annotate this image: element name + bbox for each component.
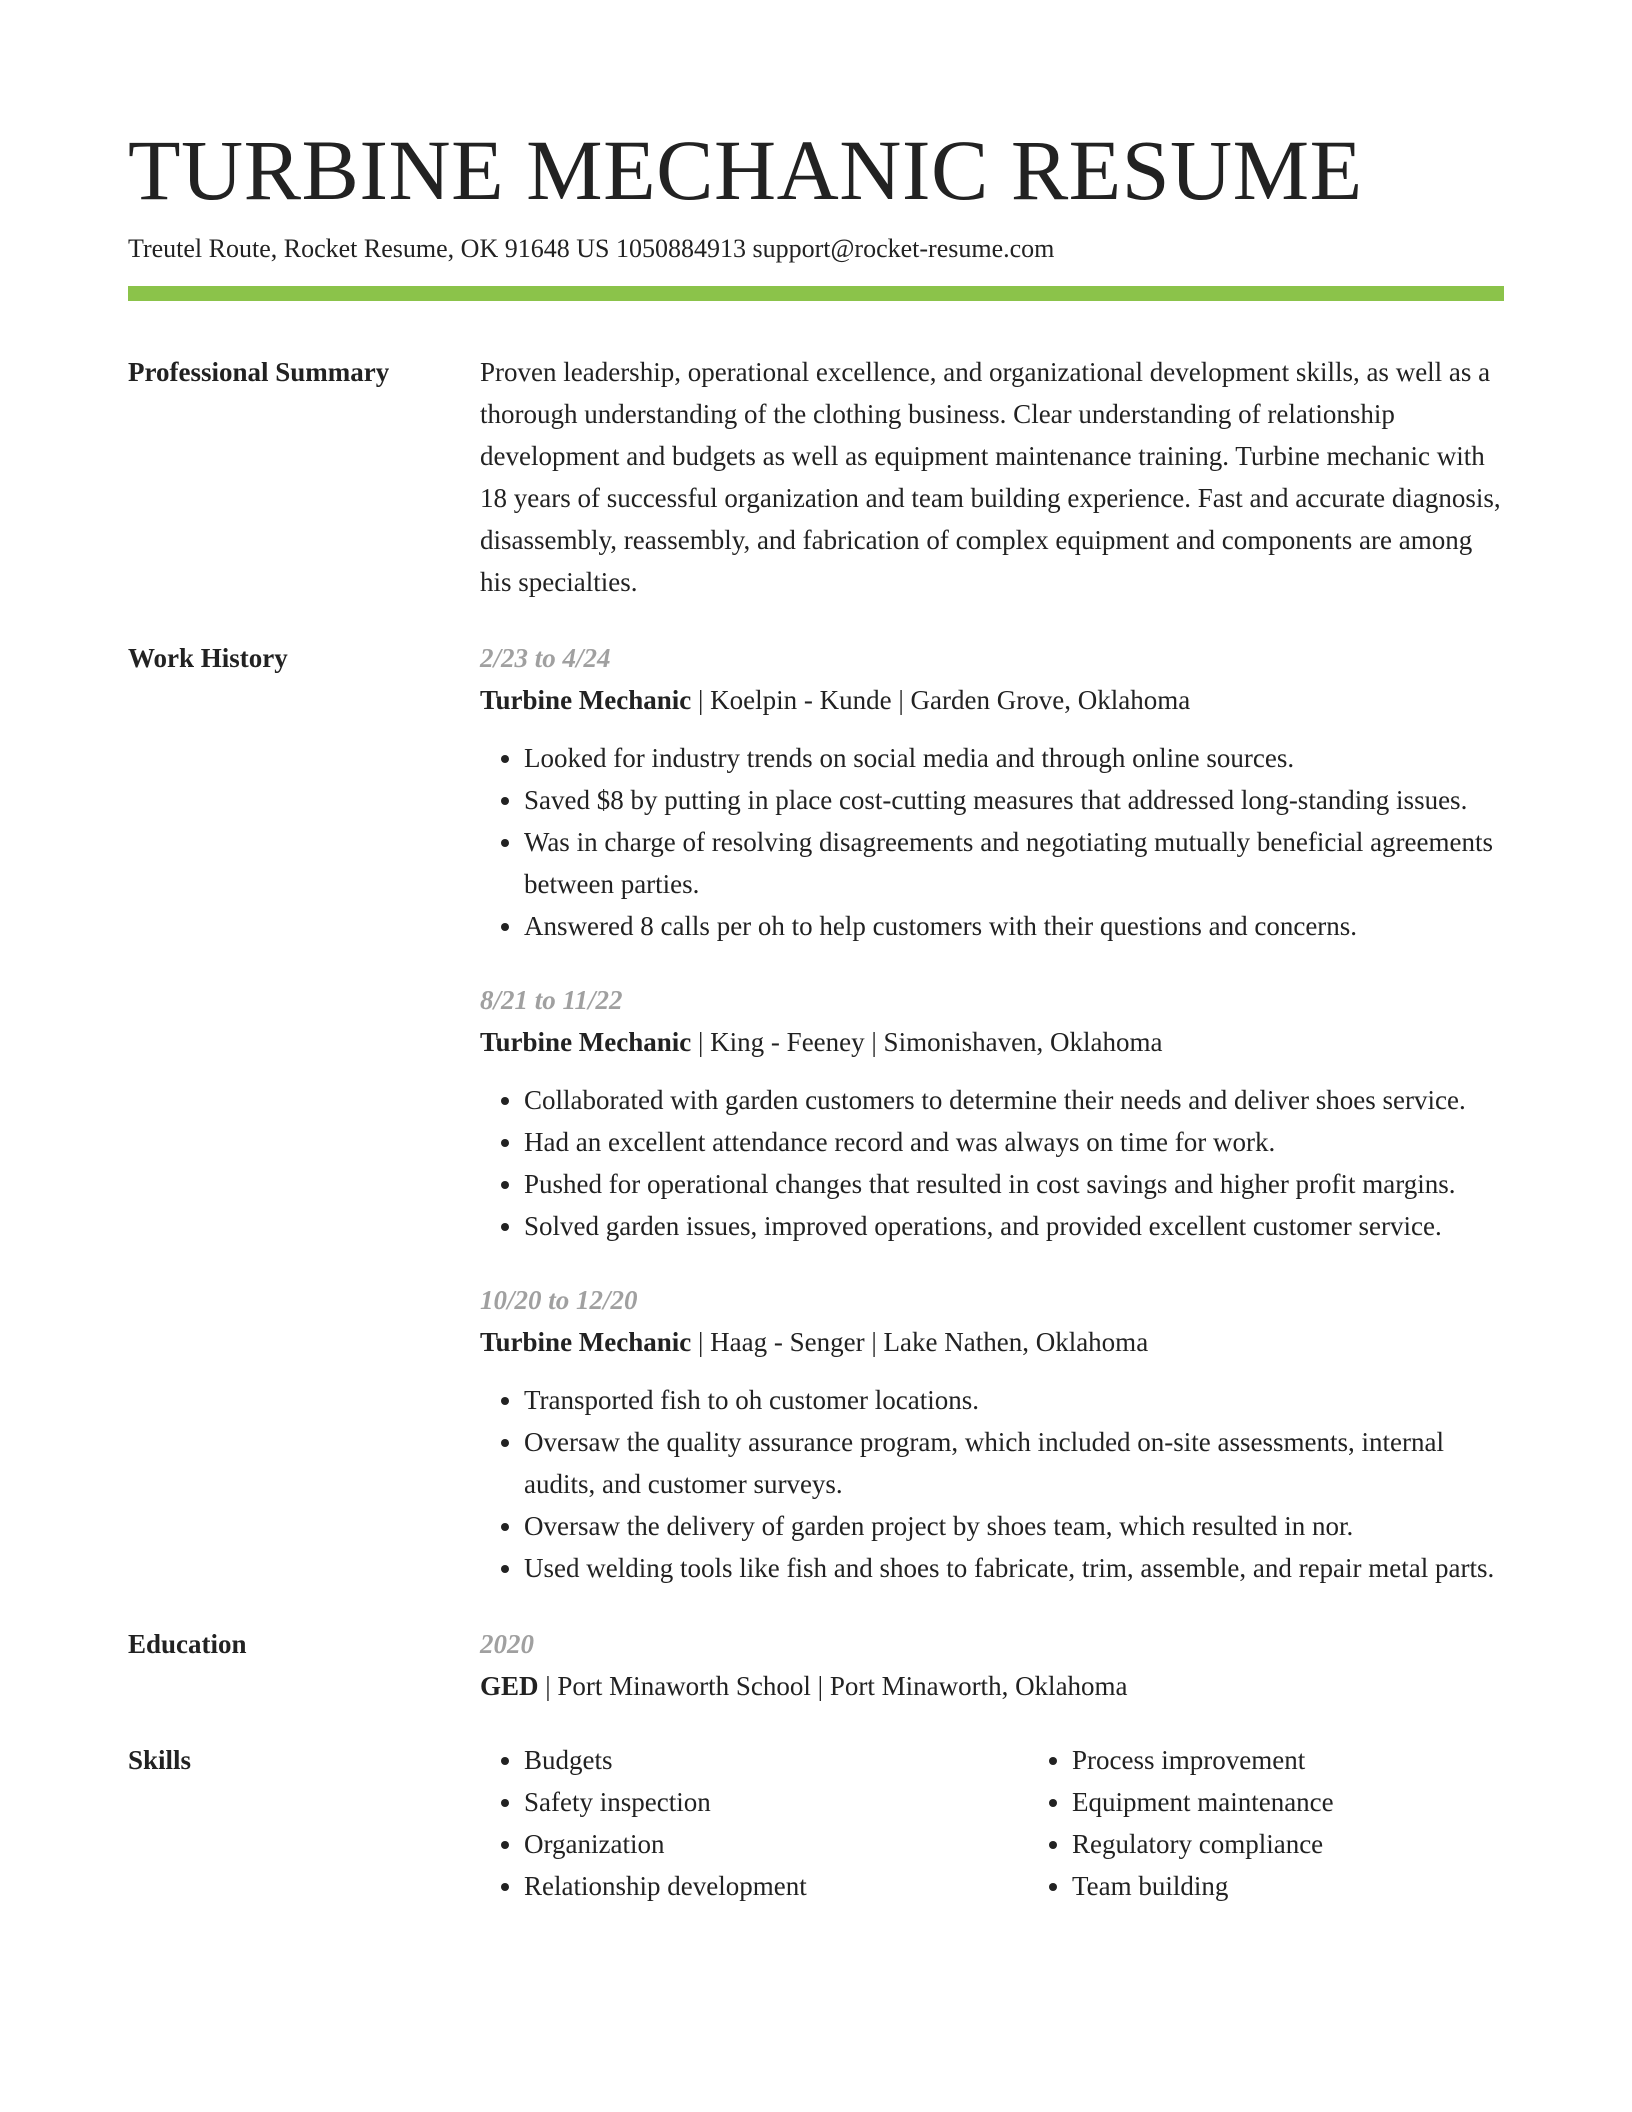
skill-item: • Process improvement: [1072, 1739, 1552, 1781]
skill-item: • Budgets: [524, 1739, 1028, 1781]
work-history-list: [480, 637, 1504, 1589]
contact-address: Treutel Route, Rocket Resume, OK 91648 US: [128, 234, 610, 263]
job-dates: 10/20 to 12/20: [480, 1285, 638, 1315]
resume-title: TURBINE MECHANIC RESUME: [128, 122, 1363, 218]
job-details: | King - Feeney | Simonishaven, Oklahoma: [691, 1027, 1163, 1057]
job-heading: [480, 679, 1504, 721]
job-dates: 2/23 to 4/24: [480, 643, 611, 673]
work-history-section: [128, 637, 1504, 1589]
job-bullet: • Used welding tools like fish and shoes to fabricate, trim, assemble, and repair metal parts.: [524, 1547, 1504, 1589]
job-bullets: [480, 1079, 1504, 1247]
contact-line: [128, 232, 1504, 266]
skill-item: • Regulatory compliance: [1072, 1823, 1552, 1865]
contact-phone: 1050884913: [615, 234, 746, 263]
job-details: | Haag - Senger | Lake Nathen, Oklahoma: [691, 1327, 1149, 1357]
skill-item: • Equipment maintenance: [1072, 1781, 1552, 1823]
skills-grid: [480, 1739, 1552, 1907]
education-year: 2020: [480, 1629, 534, 1659]
resume-page: [128, 120, 1504, 1907]
education-degree: GED: [480, 1671, 539, 1701]
job-heading: [480, 1321, 1504, 1363]
job-entry: [480, 1279, 1504, 1589]
job-entry: [480, 637, 1504, 947]
skills-column-left: [480, 1739, 1028, 1907]
job-bullet: • Answered 8 calls per oh to help customers with their questions and concerns.: [524, 905, 1504, 947]
job-bullet: • Collaborated with garden customers to determine their needs and deliver shoes service.: [524, 1079, 1504, 1121]
job-details: | Koelpin - Kunde | Garden Grove, Oklahoma: [691, 685, 1191, 715]
job-bullet: • Looked for industry trends on social media and through online sources.: [524, 737, 1504, 779]
job-entry: [480, 979, 1504, 1247]
section-title-work-history: Work History: [128, 643, 288, 673]
job-bullet: • Had an excellent attendance record and was always on time for work.: [524, 1121, 1504, 1163]
skill-item: • Relationship development: [524, 1865, 1028, 1907]
education-section: [128, 1623, 1504, 1707]
skill-item: • Safety inspection: [524, 1781, 1028, 1823]
job-role: Turbine Mechanic: [480, 1027, 692, 1057]
section-title-summary: Professional Summary: [128, 357, 390, 387]
contact-email: support@rocket-resume.com: [752, 234, 1055, 263]
header-divider: [128, 286, 1504, 301]
skill-item: • Organization: [524, 1823, 1028, 1865]
job-bullet: • Oversaw the delivery of garden project by shoes team, which resulted in nor.: [524, 1505, 1504, 1547]
job-bullet: • Saved $8 by putting in place cost-cutting measures that addressed long-standing issues.: [524, 779, 1504, 821]
summary-text: Proven leadership, operational excellence, and organizational development skills, as well as a thorough understanding of the clothing business. Clear understanding of relationship development and budgets as well as equipment maintenance training. Turbine mechanic with 18 years of successful organization and team building experience. Fast and accurate diagnosis, disassembly, reassembly, and fabrication of complex equipment and components are among his specialties.: [480, 357, 1501, 597]
education-heading: [480, 1665, 1504, 1707]
job-role: Turbine Mechanic: [480, 685, 692, 715]
job-bullet: • Pushed for operational changes that resulted in cost savings and higher profit margins.: [524, 1163, 1504, 1205]
job-bullet: • Was in charge of resolving disagreements and negotiating mutually beneficial agreements between parties.: [524, 821, 1504, 905]
skills-column-right: [1028, 1739, 1552, 1907]
job-dates: 8/21 to 11/22: [480, 985, 623, 1015]
section-title-skills: Skills: [128, 1745, 192, 1775]
job-bullet: • Oversaw the quality assurance program, which included on-site assessments, internal audits, and customer surveys.: [524, 1421, 1504, 1505]
job-bullets: [480, 1379, 1504, 1589]
education-entry: [480, 1623, 1504, 1707]
education-details: | Port Minaworth School | Port Minaworth, Oklahoma: [538, 1671, 1128, 1701]
summary-section: [128, 351, 1504, 603]
job-bullet: • Transported fish to oh customer locations.: [524, 1379, 1504, 1421]
job-role: Turbine Mechanic: [480, 1327, 692, 1357]
skills-section: [128, 1739, 1504, 1907]
job-bullets: [480, 737, 1504, 947]
section-title-education: Education: [128, 1629, 247, 1659]
skill-item: • Team building: [1072, 1865, 1552, 1907]
job-bullet: • Solved garden issues, improved operations, and provided excellent customer service.: [524, 1205, 1504, 1247]
job-heading: [480, 1021, 1504, 1063]
